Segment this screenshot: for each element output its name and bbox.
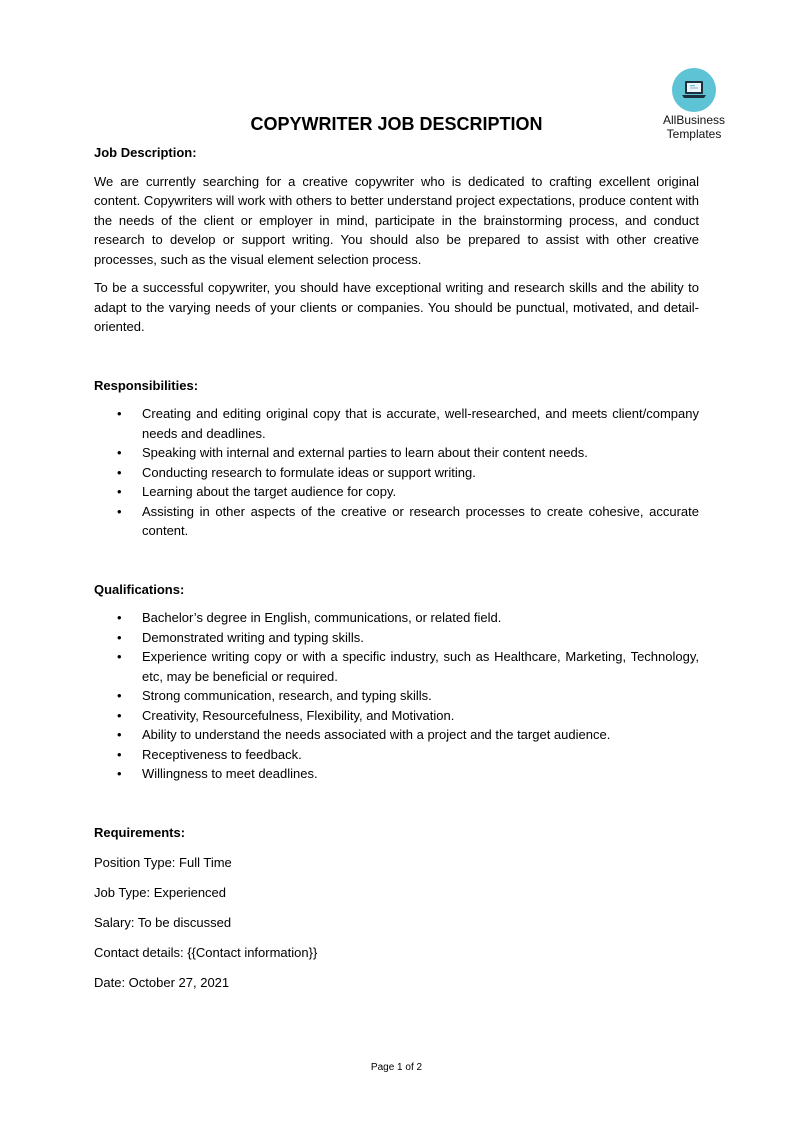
bullet: •: [117, 610, 122, 625]
list-item: • Receptiveness to feedback.: [94, 745, 699, 765]
job-description-paragraph-1: We are currently searching for a creative copywriter who is dedicated to crafting excellent original content. Copywriters will work with others to better understand project expectations, produce content with the needs of the client or employer in mind, participate in the brainstorming process, and conduct research to develop or support writing. You should also be prepared to assist with other creative processes, such as the visual element selection process.: [94, 173, 699, 267]
responsibilities-list: [94, 404, 699, 541]
job-description-heading: Job Description:: [94, 145, 197, 160]
bullet: •: [117, 688, 122, 703]
document-body: [94, 111, 699, 992]
list-item: • Bachelor’s degree in English, communications, or related field.: [94, 608, 699, 628]
bullet: •: [117, 503, 122, 519]
qualifications-heading: Qualifications:: [94, 581, 185, 597]
bullet: •: [117, 746, 122, 762]
bullet: •: [117, 629, 122, 645]
requirement-contact-details: Contact details: {{Contact information}}: [94, 944, 318, 960]
list-item: • Assisting in other aspects of the creative or research processes to create cohesive, accurate content.: [117, 503, 699, 538]
requirement-date: Date: October 27, 2021: [94, 974, 230, 990]
list-item: • Speaking with internal and external parties to learn about their content needs.: [94, 443, 699, 463]
list-item: • Willingness to meet deadlines.: [94, 764, 699, 784]
bullet: •: [117, 484, 122, 499]
list-item: • Strong communication, research, and typing skills.: [94, 686, 699, 706]
requirement-job-type: Job Type: Experienced: [94, 884, 227, 900]
laptop-icon: [672, 68, 716, 112]
bullet: •: [117, 727, 122, 742]
page-number: Page 1 of 2: [370, 1062, 423, 1073]
qualifications-list: [94, 608, 699, 784]
responsibilities-heading: Responsibilities:: [94, 377, 199, 393]
list-item: • Learning about the target audience for copy.: [94, 482, 699, 502]
requirement-salary: Salary: To be discussed: [94, 914, 232, 930]
list-item: • Experience writing copy or with a specific industry, such as Healthcare, Marketing, Technology, etc, may be beneficial or required.: [117, 649, 699, 684]
job-description-paragraph-2: To be a successful copywriter, you should have exceptional writing and research skills and the ability to adapt to the varying needs of your clients or companies. You should be punctual, motivated, and detail-oriented.: [94, 280, 699, 334]
list-item: • Conducting research to formulate ideas or support writing.: [94, 463, 699, 483]
list-item: • Creativity, Resourcefulness, Flexibility, and Motivation.: [94, 706, 699, 726]
bullet: •: [117, 707, 122, 723]
requirements-heading: Requirements:: [94, 824, 186, 840]
logo-text-line2: Templates: [666, 127, 722, 141]
list-item: • Ability to understand the needs associated with a project and the target audience.: [94, 725, 699, 745]
requirement-position-type: Position Type: Full Time: [94, 854, 232, 870]
bullet: •: [117, 766, 122, 781]
bullet: •: [117, 445, 122, 460]
document-title: COPYWRITER JOB DESCRIPTION: [250, 114, 543, 134]
logo-text-line1: AllBusiness: [662, 113, 726, 127]
bullet: •: [117, 649, 122, 664]
list-item: • Creating and editing original copy that is accurate, well-researched, and meets client/company needs and deadlines.: [117, 406, 699, 441]
bullet: •: [117, 406, 122, 421]
bullet: •: [117, 464, 122, 480]
list-item: • Demonstrated writing and typing skills.: [94, 628, 699, 648]
